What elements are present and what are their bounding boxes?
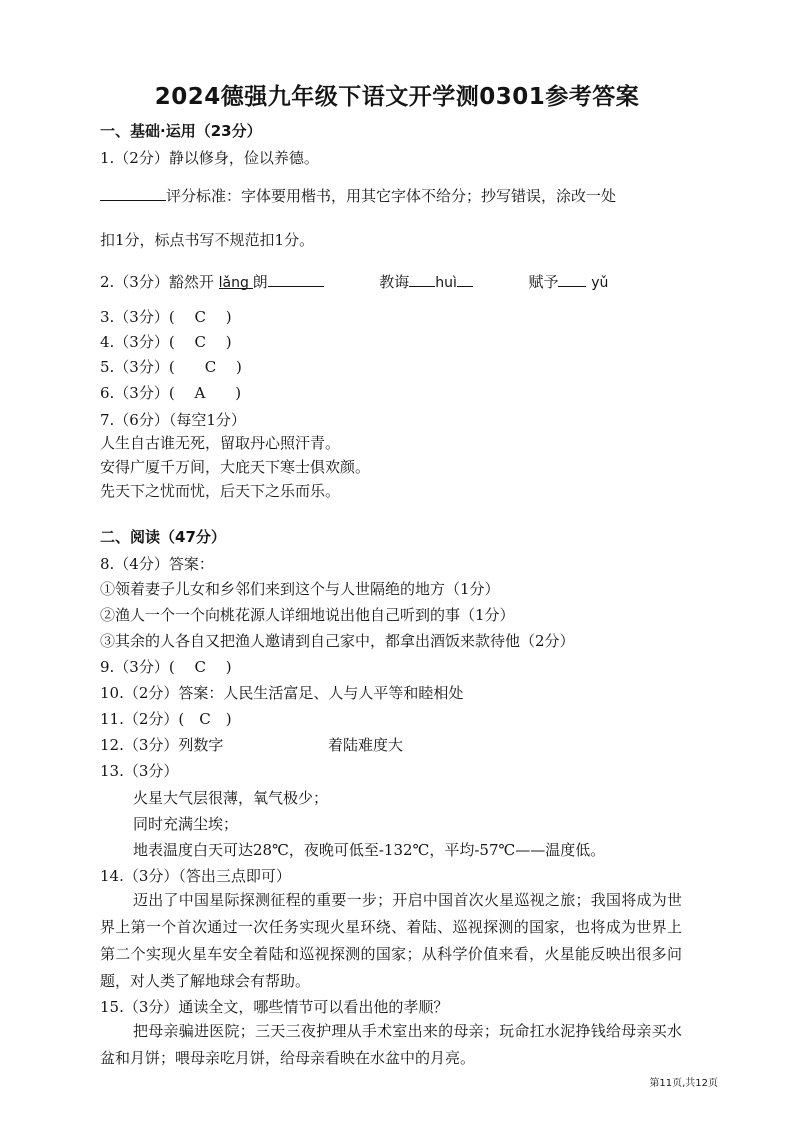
question-13-line-2: 同时充满尘埃； [133,815,239,833]
question-7-header: 7.（6分）（每空1分） [100,411,246,429]
question-12-answer-a: 12.（3分）列数字 [100,736,224,754]
question-5-answer: 5.（3分）( C ) [100,358,242,376]
question-1-answer: 1.（2分）静以修身，俭以养德。 [100,149,319,167]
q2-word-3: 赋予 [528,273,559,291]
question-10-answer: 10.（2分）答案：人民生活富足、人与人平等和睦相处 [100,684,464,702]
question-8-item-3: ③其余的人各自又把渔人邀请到自己家中，都拿出酒饭来款待他（2分） [100,632,575,650]
q2-pinyin-1: lǎng [219,272,253,289]
blank-line [409,270,435,287]
question-7-line-3: 先天下之忧而忧，后天下之乐而乐。 [100,482,341,500]
blank-line [100,184,166,201]
section-heading-reading: 二、阅读（47分） [100,528,226,546]
question-11-answer: 11.（2分）( C ) [100,710,232,728]
q2-word-2: 教诲 [379,273,410,291]
blank-line [457,270,473,287]
question-6-answer: 6.（3分）( A ) [100,384,242,402]
page-title: 2024德强九年级下语文开学测0301参考答案 [154,84,640,110]
question-15-answer-paragraph: 把母亲骗进医院；三天三夜护理从手术室出来的母亲；玩命扛水泥挣钱给母亲买水盆和月饼；喂母亲吃月饼，给母亲看映在水盆中的月亮。 [100,1022,682,1067]
page-number-footer: 第11页,共12页 [649,1078,718,1089]
question-14-answer-paragraph: 迈出了中国星际探测征程的重要一步；开启中国首次火星巡视之旅；我国将成为世界上第一个首次通过一次任务实现火星环绕、着陆、巡视探测的国家，也将成为世界上第二个实现火星车安全着陆和巡视探测的国家；从科学价值来看，火星能反映出很多问题，对人类了解地球会有帮助。 [100,891,682,990]
question-8-item-1: ①领着妻子儿女和乡邻们来到这个与人世隔绝的地方（1分） [100,580,500,598]
question-14-header: 14.（3分）（答出三点即可） [100,867,291,885]
question-4-answer: 4.（3分）( C ) [100,333,232,351]
question-13-line-1: 火星大气层很薄，氧气极少； [133,789,329,807]
question-8-header: 8.（4分）答案： [100,555,214,573]
question-13-line-3: 地表温度白天可达28℃，夜晚可低至-132℃，平均-57℃——温度低。 [133,841,606,859]
blank-line [558,270,586,287]
question-9-answer: 9.（3分）( C ) [100,658,232,676]
q2-prefix: 2.（3分）豁然开 [100,273,214,291]
question-15-header: 15.（3分）通读全文，哪些情节可以看出他的孝顺？ [100,998,449,1016]
grading-note-line-1: 评分标准：字体要用楷书，用其它字体不给分；抄写错误，涂改一处 [166,187,617,205]
q2-word-1-rest: 朗 [252,273,268,291]
blank-line [268,270,324,287]
q2-pinyin-2: huì [435,275,457,291]
question-12-answer-b: 着陆难度大 [328,736,404,754]
question-3-answer: 3.（3分）( C ) [100,308,232,326]
question-7-line-1: 人生自古谁无死，留取丹心照汗青。 [100,434,341,452]
grading-note-line-2: 扣1分，标点书写不规范扣1分。 [100,231,315,249]
question-13-header: 13.（3分） [100,762,179,780]
question-8-item-2: ②渔人一个一个向桃花源人详细地说出他自己听到的事（1分） [100,606,515,624]
q2-pinyin-3: yǔ [591,275,609,291]
question-2-answer [100,270,608,294]
section-heading-basics: 一、基础·运用（23分） [100,122,262,140]
question-1-grading-note [100,184,616,207]
question-7-line-2: 安得广厦千万间，大庇天下寒士俱欢颜。 [100,458,371,476]
